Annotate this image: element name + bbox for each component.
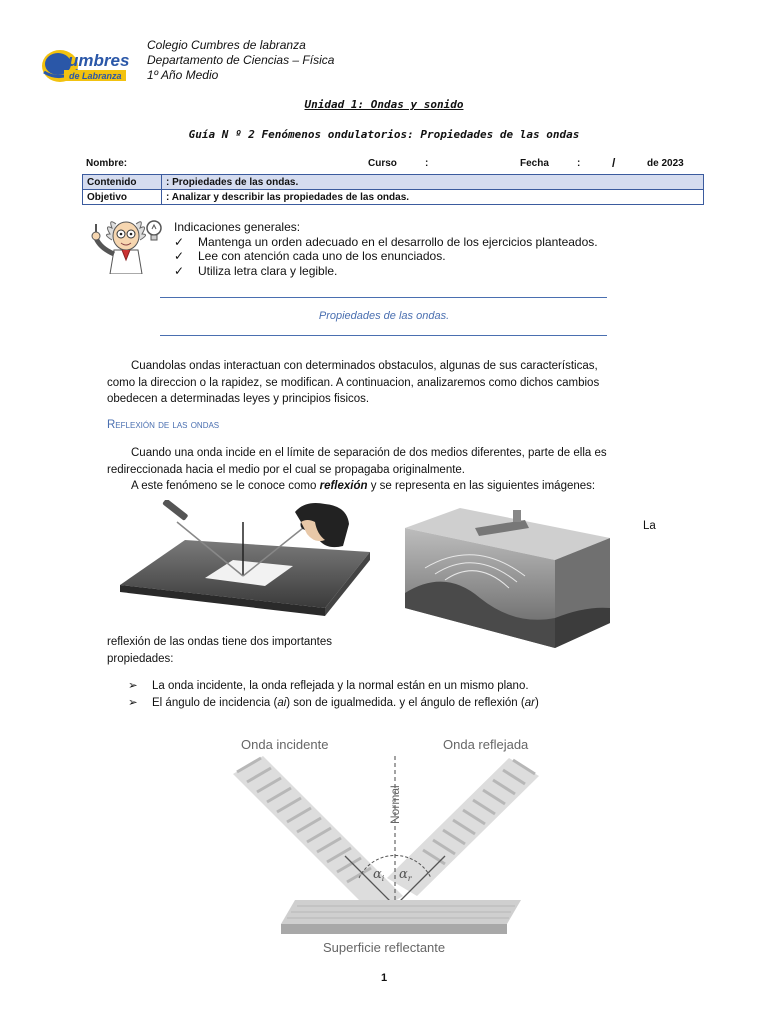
divider-top [160, 297, 607, 298]
right-fragment: La [643, 520, 656, 532]
reflective-surface [281, 900, 521, 934]
content-objective-table [82, 174, 704, 205]
reflection-paragraph [107, 445, 667, 495]
property-text: ) [534, 696, 539, 709]
school-header [147, 38, 334, 83]
intro-paragraph [107, 358, 667, 408]
reflection-sentence [107, 478, 667, 495]
divider-bottom [160, 335, 607, 336]
property-text: ) son de igualmedida. y el ángulo de reflexión ( [286, 696, 525, 709]
general-instructions [174, 220, 598, 278]
school-name: Colegio Cumbres de labranza [147, 38, 306, 52]
angle-incidence-subscript: i [381, 874, 385, 883]
properties-intro [107, 634, 407, 667]
instruction-text: Utiliza letra clara y legible. [198, 263, 338, 278]
sentence-post: y se representa en las siguientes imágenes: [367, 480, 596, 492]
svg-text:αi [373, 867, 385, 883]
school-logo [38, 42, 130, 90]
incident-wave [233, 756, 403, 914]
instruction-text: Mantenga un orden adecuado en el desarrollo de los ejercicios planteados. [198, 234, 598, 249]
reflection-line: redireccionada hacia el medio por el cual se propagaba originalmente. [107, 463, 465, 476]
intro-line: Cuandolas ondas interactuan con determinados obstaculos, algunas de sus características, [131, 360, 598, 372]
table-row [83, 190, 704, 205]
angle-reflection-subscript: r [407, 874, 412, 883]
unit-title: Unidad 1: Ondas y sonido [304, 98, 464, 111]
reflection-line: Cuando una onda incide en el límite de separación de dos medios diferentes, parte de ella es [131, 447, 607, 459]
angle-reflection-symbol: ar [524, 696, 535, 709]
name-label: Nombre: [86, 158, 128, 169]
date-label: Fecha [520, 158, 549, 169]
svg-text:umbres: umbres [68, 51, 130, 70]
course-colon: : [425, 158, 429, 169]
grade-level: 1º Año Medio [147, 68, 219, 82]
incident-wave-label: Onda incidente [241, 737, 329, 752]
surface-label: Superficie reflectante [323, 940, 446, 955]
svg-text:de Labranza: de Labranza [69, 71, 122, 81]
normal-label: Normal [388, 785, 402, 824]
checkmark-icon: ✓ [174, 249, 185, 263]
year-text: de 2023 [647, 158, 684, 169]
list-item [128, 695, 539, 712]
light-reflection-illustration [115, 500, 375, 620]
reflection-term: reflexión [319, 480, 368, 492]
page-number: 1 [380, 972, 388, 984]
angle-reflection-symbol: α [399, 867, 408, 882]
properties-intro-line: propiedades: [107, 652, 174, 665]
intro-line: obedecen a determinadas leyes y principios fisicos. [107, 393, 370, 405]
checkmark-icon: ✓ [174, 263, 185, 278]
property-text: La onda incidente, la onda reflejada y la normal están en un mismo plano. [152, 680, 529, 692]
properties-intro-line: reflexión de las ondas tiene dos importantes [107, 636, 333, 648]
department-name: Departamento de Ciencias – Física [147, 53, 335, 67]
course-label: Curso [368, 158, 397, 169]
date-colon: : [577, 158, 581, 169]
angle-incidence-symbol: α [373, 867, 382, 882]
ocean-waves-illustration [405, 498, 610, 658]
arrow-bullet-icon: ➢ [128, 696, 138, 709]
arrow-bullet-icon: ➢ [128, 680, 138, 692]
objective-label: Objetivo [83, 190, 162, 205]
sentence-pre: A este fenómeno se le conoce como [131, 480, 320, 492]
objective-value: : Analizar y describir las propiedades de las ondas. [162, 190, 704, 205]
guide-title: Guía N º 2 Fenómenos ondulatorios: Propiedades de las ondas [188, 128, 580, 141]
professor-illustration [86, 216, 166, 274]
list-item [174, 235, 598, 250]
properties-list [128, 678, 539, 711]
list-item [174, 249, 598, 264]
list-item [128, 678, 539, 695]
list-item [174, 264, 598, 279]
angle-incidence-symbol: ai [277, 696, 287, 709]
content-label: Contenido [83, 175, 162, 190]
content-value: : Propiedades de las ondas. [162, 175, 704, 190]
date-slash: / [612, 156, 616, 170]
property-text: El ángulo de incidencia ( [152, 696, 278, 709]
instruction-text: Lee con atención cada uno de los enunciados. [198, 249, 446, 263]
reflected-wave-label: Onda reflejada [443, 737, 529, 752]
intro-line: como la direccion o la rapidez, se modifican. A continuacion, analizaremos como dichos cambios [107, 376, 600, 389]
checkmark-icon: ✓ [174, 234, 185, 249]
section-heading: Propiedades de las ondas. [318, 310, 450, 322]
reflection-diagram [225, 728, 555, 960]
instructions-title: Indicaciones generales: [174, 220, 301, 234]
table-row [83, 175, 704, 190]
reflection-heading: Reflexión de las ondas [107, 419, 220, 431]
